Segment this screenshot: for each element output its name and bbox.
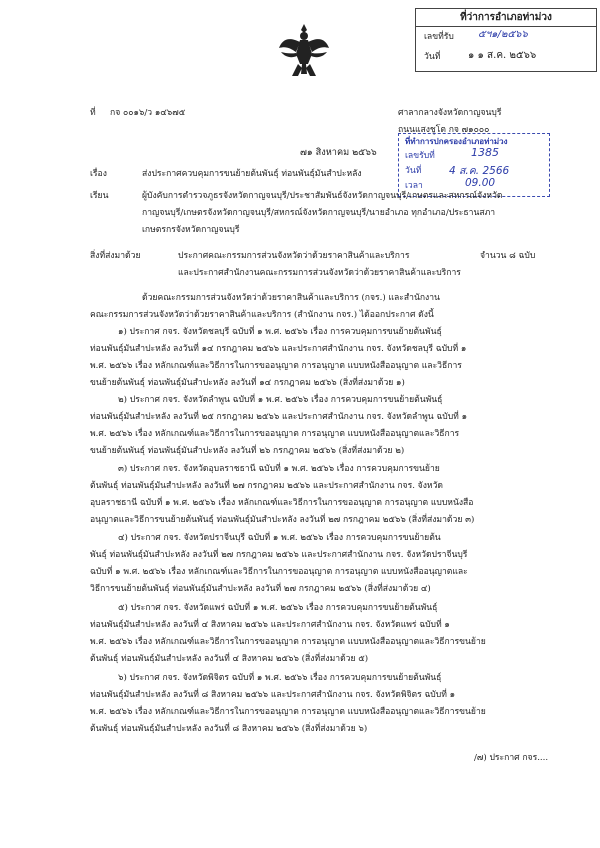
enclosure-line-2: และประกาศสำนักงานคณะกรรมการส่วนจังหวัดว่าด้วยราคาสินค้าและบริการ — [178, 268, 461, 278]
receipt-stamp-office: ที่ว่าการอำเภอท่าม่วง — [416, 9, 596, 27]
item-4-line: วิธีการขนย้ายต้นพันธุ์ ท่อนพันธุ์มันสำปะหลัง ลงวันที่ ๒๗ กรกฎาคม ๒๕๖๖ (สิ่งที่ส่งมาด้วย ๔) — [90, 584, 431, 594]
item-6-line: พ.ศ. ๒๕๖๖ เรื่อง หลักเกณฑ์และวิธีการในการขออนุญาต การอนุญาต แบบหนังสืออนุญาตและวิธีการขนย้าย — [90, 707, 486, 717]
office-stamp-date-label: วันที่ — [405, 166, 422, 176]
item-3-line: อุบลราชธานี ฉบับที่ ๑ พ.ศ. ๒๕๖๖ เรื่อง หลักเกณฑ์และวิธีการในการขออนุญาต การอนุญาต แบบหนังสือ — [90, 498, 474, 508]
office-stamp-time-label: เวลา — [405, 181, 423, 191]
item-4-first: ๔) ประกาศ กจร. จังหวัดปราจีนบุรี ฉบับที่ ๑ พ.ศ. ๒๕๖๖ เรื่อง การควบคุมการขนย้ายต้น — [118, 533, 441, 543]
item-5-line: พ.ศ. ๒๕๖๖ เรื่อง หลักเกณฑ์และวิธีการในการขออนุญาต การอนุญาต แบบหนังสืออนุญาตและวิธีการขนย้าย — [90, 637, 486, 647]
receipt-stamp-date-label: วันที่ — [424, 52, 441, 62]
office-stamp-time: 09.00 — [465, 177, 496, 189]
item-6-line: ต้นพันธุ์ ท่อนพันธุ์มันสำปะหลัง ลงวันที่ ๘ สิงหาคม ๒๕๖๖ (สิ่งที่ส่งมาด้วย ๖) — [90, 724, 368, 734]
item-2-line: พ.ศ. ๒๕๖๖ เรื่อง หลักเกณฑ์และวิธีการในการขออนุญาต การอนุญาต แบบหนังสืออนุญาตและวิธีการ — [90, 429, 460, 439]
office-stamp-date: 4 ส.ค. 2566 — [449, 165, 510, 177]
item-5-line: ท่อนพันธุ์มันสำปะหลัง ลงวันที่ ๔ สิงหาคม ๒๕๖๖ และประกาศสำนักงาน กจร. จังหวัดแพร่ ฉบับที่ ๑ — [90, 620, 450, 630]
recipient-line: กาญจนบุรี/เกษตรจังหวัดกาญจนบุรี/สหกรณ์จังหวัดกาญจนบุรี/นายอำเภอ ทุกอำเภอ/ประธานสภา — [142, 208, 496, 218]
enclosure-label: สิ่งที่ส่งมาด้วย — [90, 251, 141, 261]
item-4-line: พันธุ์ ท่อนพันธุ์มันสำปะหลัง ลงวันที่ ๒๗ กรกฎาคม ๒๕๖๖ และประกาศสำนักงาน กจร. จังหวัดปราจีนบุรี — [90, 550, 468, 560]
continued-marker: /๗) ประกาศ กจร.... — [474, 753, 549, 763]
garuda-emblem — [278, 22, 330, 80]
ref-label: ที่ — [90, 108, 96, 118]
receipt-stamp-date: ๑ ๑ ส.ค. ๒๕๖๖ — [468, 50, 537, 61]
item-6-line: ท่อนพันธุ์มันสำปะหลัง ลงวันที่ ๘ สิงหาคม ๒๕๖๖ และประกาศสำนักงาน กจร. จังหวัดพิจิตร ฉบับที่ ๑ — [90, 690, 456, 700]
intro-line-2: คณะกรรมการส่วนจังหวัดว่าด้วยราคาสินค้าและบริการ (สำนักงาน กจร.) ได้ออกประกาศ ดังนี้ — [90, 310, 434, 320]
recipient-line: ผู้บังคับการตำรวจภูธรจังหวัดกาญจนบุรี/ประชาสัมพันธ์จังหวัดกาญจนบุรี/เกษตรและสหกรณ์จังหวัด — [142, 191, 503, 201]
recipient-line: เกษตรกรจังหวัดกาญจนบุรี — [142, 225, 240, 235]
item-3-line: ต้นพันธุ์ ท่อนพันธุ์มันสำปะหลัง ลงวันที่ ๒๗ กรกฎาคม ๒๕๖๖ และประกาศสำนักงาน กจร. จังหวัด — [90, 481, 443, 491]
sender-line-1: ศาลากลางจังหวัดกาญจนบุรี — [398, 108, 502, 118]
receipt-stamp — [415, 8, 597, 72]
item-2-first: ๒) ประกาศ กจร. จังหวัดลำพูน ฉบับที่ ๑ พ.ศ. ๒๕๖๖ เรื่อง การควบคุมการขนย้ายต้นพันธุ์ — [118, 395, 443, 405]
item-1-line: พ.ศ. ๒๕๖๖ เรื่อง หลักเกณฑ์และวิธีการในการขออนุญาต การอนุญาต แบบหนังสืออนุญาต และวิธีการ — [90, 361, 462, 371]
subject-text: ส่งประกาศควบคุมการขนย้ายต้นพันธุ์ ท่อนพันธุ์มันสำปะหลัง — [142, 169, 362, 179]
office-stamp-receipt-label: เลขรับที่ — [405, 151, 435, 161]
item-6-first: ๖) ประกาศ กจร. จังหวัดพิจิตร ฉบับที่ ๑ พ.ศ. ๒๕๖๖ เรื่อง การควบคุมการขนย้ายต้นพันธุ์ — [118, 673, 442, 683]
item-3-first: ๓) ประกาศ กจร. จังหวัดอุบลราชธานี ฉบับที่ ๑ พ.ศ. ๒๕๖๖ เรื่อง การควบคุมการขนย้าย — [118, 464, 440, 474]
ref-number: กจ ๐๐๑๖/ว ๑๔๖๗๕ — [110, 108, 186, 118]
recipient-label: เรียน — [90, 191, 109, 201]
item-5-first: ๕) ประกาศ กจร. จังหวัดแพร่ ฉบับที่ ๑ พ.ศ. ๒๕๖๖ เรื่อง การควบคุมการขนย้ายต้นพันธุ์ — [118, 603, 438, 613]
receipt-stamp-label: เลขที่รับ — [424, 32, 454, 42]
office-receipt-stamp — [398, 133, 550, 197]
item-1-first: ๑) ประกาศ กจร. จังหวัดชลบุรี ฉบับที่ ๑ พ.ศ. ๒๕๖๖ เรื่อง การควบคุมการขนย้ายต้นพันธุ์ — [118, 327, 442, 337]
subject-label: เรื่อง — [90, 169, 107, 179]
item-1-line: ท่อนพันธุ์มันสำปะหลัง ลงวันที่ ๑๔ กรกฎาคม ๒๕๖๖ และประกาศสำนักงาน กจร. จังหวัดชลบุรี ฉบับที่ ๑ — [90, 344, 467, 354]
sender-line-2: ถนนแสงชูโต กจ ๗๑๐๐๐ — [398, 125, 490, 135]
item-5-line: ต้นพันธุ์ ท่อนพันธุ์มันสำปะหลัง ลงวันที่ ๔ สิงหาคม ๒๕๖๖ (สิ่งที่ส่งมาด้วย ๕) — [90, 654, 369, 664]
item-1-line: ขนย้ายต้นพันธุ์ ท่อนพันธุ์มันสำปะหลัง ลงวันที่ ๑๔ กรกฎาคม ๒๕๖๖ (สิ่งที่ส่งมาด้วย ๑) — [90, 378, 405, 388]
item-2-line: ขนย้ายต้นพันธุ์ ท่อนพันธุ์มันสำปะหลัง ลงวันที่ ๒๖ กรกฎาคม ๒๕๖๖ (สิ่งที่ส่งมาด้วย ๒) — [90, 446, 405, 456]
office-stamp-title: ที่ทำการปกครองอำเภอท่าม่วง — [405, 136, 508, 146]
item-4-line: ฉบับที่ ๑ พ.ศ. ๒๕๖๖ เรื่อง หลักเกณฑ์และวิธีการในการขออนุญาต การอนุญาต แบบหนังสืออนุญาตและ — [90, 567, 468, 577]
receipt-stamp-number: ๕ฯ๑/๒๕๖๖ — [478, 29, 528, 40]
item-3-line: อนุญาตและวิธีการขนย้ายต้นพันธุ์ ท่อนพันธุ์มันสำปะหลัง ลงวันที่ ๒๗ กรกฎาคม ๒๕๖๖ (สิ่งที่ส่งมาด้วย ๓) — [90, 515, 475, 525]
enclosure-line-1: ประกาศคณะกรรมการส่วนจังหวัดว่าด้วยราคาสินค้าและบริการ — [178, 251, 410, 261]
intro-line-1: ด้วยคณะกรรมการส่วนจังหวัดว่าด้วยราคาสินค้าและบริการ (กจร.) และสำนักงาน — [142, 293, 440, 303]
enclosure-count: จำนวน ๘ ฉบับ — [480, 251, 536, 261]
item-2-line: ท่อนพันธุ์มันสำปะหลัง ลงวันที่ ๒๕ กรกฎาคม ๒๕๖๖ และประกาศสำนักงาน กจร. จังหวัดลำพูน ฉบับที่ ๑ — [90, 412, 468, 422]
document-date: ๗๑ สิงหาคม ๒๕๖๖ — [300, 147, 377, 158]
office-stamp-receipt-no: 1385 — [471, 146, 499, 159]
